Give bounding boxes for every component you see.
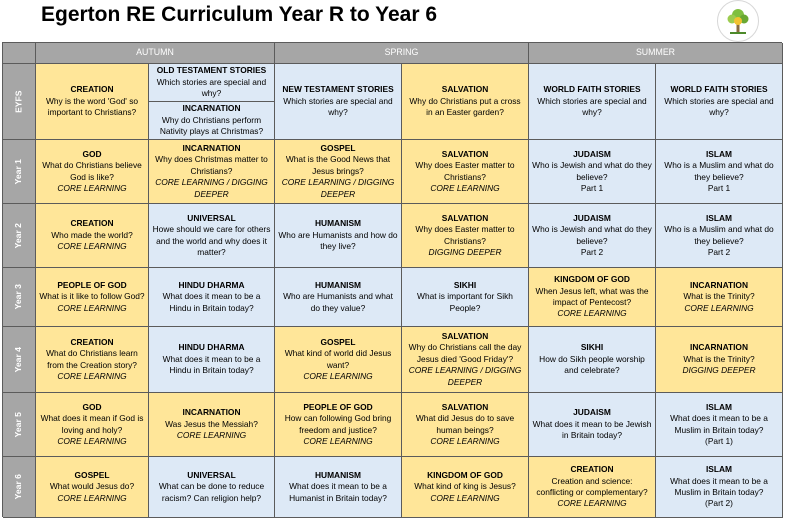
unit-title: CREATION: [70, 336, 114, 347]
year-label-text: Year 6: [13, 474, 24, 500]
unit-title: SIKHI: [580, 342, 604, 353]
unit-part: Part 2: [707, 246, 731, 257]
unit-cell: [529, 204, 656, 268]
unit-question: What is important for Sikh People?: [417, 291, 513, 313]
unit-title: HUMANISM: [314, 469, 362, 480]
unit-question: Why do Christians perform Nativity plays at Christmas?: [159, 114, 264, 137]
unit-cell: [529, 393, 656, 457]
unit-learning-note: CORE LEARNING: [57, 182, 127, 193]
unit-question: Which stories are special and why?: [664, 95, 774, 118]
unit-question: Why does Easter matter to Christians?: [415, 224, 515, 246]
unit-title: HUMANISM: [314, 218, 362, 229]
unit-title: NEW TESTAMENT STORIES: [282, 84, 394, 95]
unit-title: ISLAM: [705, 464, 733, 475]
unit-question: What is it like to follow God?: [39, 291, 145, 302]
unit-cell: [36, 268, 149, 327]
year-label: [3, 268, 36, 327]
unit-title: GOSPEL: [74, 469, 110, 480]
unit-cell: [275, 327, 402, 393]
unit-cell: [275, 268, 402, 327]
unit-learning-note: CORE LEARNING: [430, 492, 500, 503]
unit-cell: [149, 457, 275, 518]
curriculum-table: [2, 42, 782, 517]
unit-question: Who are Humanists and how do they live?: [278, 229, 398, 252]
year-label: [3, 64, 36, 140]
year-label-text: EYFS: [13, 90, 24, 113]
unit-title: UNIVERSAL: [187, 212, 236, 223]
unit-cell: [529, 327, 656, 393]
unit-question: What do Christians believe God is like?: [42, 160, 142, 182]
unit-learning-note: CORE LEARNING: [303, 435, 373, 446]
unit-title: PEOPLE OF GOD: [303, 401, 373, 412]
unit-cell: [149, 64, 275, 140]
unit-title: JUDAISM: [573, 407, 611, 418]
unit-cell: [656, 268, 783, 327]
unit-title: ISLAM: [705, 401, 733, 412]
unit-learning-note: CORE LEARNING: [303, 370, 373, 381]
unit-learning-note: CORE LEARNING: [57, 370, 127, 381]
unit-cell: [36, 393, 149, 457]
unit-cell: [402, 204, 529, 268]
unit-question: Who are Humanists and what do they value?: [283, 291, 393, 313]
unit-question: When Jesus left, what was the impact of Pentecost?: [535, 285, 649, 307]
unit-subcell: [149, 64, 274, 102]
year-label-text: Year 2: [13, 222, 24, 249]
year-label-text: Year 4: [13, 346, 24, 373]
unit-title: JUDAISM: [573, 148, 611, 159]
unit-title: UNIVERSAL: [187, 469, 236, 480]
unit-title: INCARNATION: [182, 407, 241, 418]
unit-learning-note: CORE LEARNING: [176, 430, 247, 441]
unit-question: Which stories are special and why?: [537, 95, 647, 118]
page-title: Egerton RE Curriculum Year R to Year 6: [41, 3, 438, 26]
unit-cell: [149, 327, 275, 393]
unit-cell: [275, 140, 402, 204]
unit-question: Was Jesus the Messiah?: [165, 418, 258, 429]
unit-title: KINGDOM OF GOD: [554, 274, 630, 285]
unit-question: What is the Trinity?: [683, 353, 755, 364]
unit-title: OLD TESTAMENT STORIES: [156, 65, 267, 76]
unit-question: What kind of king is Jesus?: [414, 481, 516, 492]
term-header-autumn: AUTUMN: [36, 43, 275, 64]
unit-cell: [529, 268, 656, 327]
unit-cell: [402, 140, 529, 204]
unit-cell: [402, 64, 529, 140]
unit-learning-note: CORE LEARNING: [684, 302, 754, 313]
unit-title: CREATION: [70, 218, 114, 229]
unit-question: Who is Jewish and what do they believe?: [532, 224, 652, 246]
year-label-text: Year 1: [13, 158, 24, 185]
unit-title: WORLD FAITH STORIES: [543, 84, 641, 95]
unit-part: Part 2: [580, 246, 604, 257]
unit-question: What do Christians learn from the Creation story?: [46, 348, 138, 370]
unit-cell: [529, 64, 656, 140]
unit-question: Howe should we care for others and the world and why does it matter?: [152, 224, 271, 257]
unit-question: What does it mean to be Jewish in Britain today?: [532, 418, 652, 441]
unit-learning-note: DIGGING DEEPER: [428, 246, 502, 257]
unit-title: GOSPEL: [320, 142, 356, 153]
unit-question: Creation and science: conflicting or complementary?: [536, 475, 648, 497]
year-label: [3, 204, 36, 268]
unit-cell: [36, 64, 149, 140]
unit-cell: [656, 64, 783, 140]
unit-learning-note: CORE LEARNING: [557, 498, 627, 509]
unit-question: What does it mean to be a Hindu in Britain today?: [162, 353, 261, 376]
year-label-text: Year 3: [13, 284, 24, 310]
unit-title: GOSPEL: [320, 336, 356, 347]
unit-learning-note: CORE LEARNING: [57, 492, 127, 503]
unit-title: INCARNATION: [690, 279, 748, 290]
unit-title: SIKHI: [453, 279, 477, 290]
unit-question: What is the Good News that Jesus brings?: [285, 154, 391, 176]
unit-learning-note: CORE LEARNING: [430, 182, 500, 193]
unit-question: Who is Jewish and what do they believe?: [532, 160, 652, 182]
unit-cell: [149, 204, 275, 268]
unit-title: SALVATION: [441, 330, 489, 341]
tree-icon: [718, 1, 758, 41]
year-label: [3, 140, 36, 204]
unit-question: What does it mean to be a Humanist in Britain today?: [289, 481, 387, 503]
unit-cell: [149, 140, 275, 204]
unit-cell: [529, 140, 656, 204]
unit-title: HINDU DHARMA: [178, 279, 245, 290]
unit-question: What does it mean to be a Muslim in Britain today?: [670, 413, 768, 435]
unit-cell: [402, 268, 529, 327]
unit-title: CREATION: [570, 464, 614, 475]
unit-cell: [656, 140, 783, 204]
unit-cell: [656, 327, 783, 393]
unit-title: INCARNATION: [690, 342, 748, 353]
unit-title: HUMANISM: [314, 279, 362, 290]
unit-learning-note: CORE LEARNING: [557, 308, 627, 319]
unit-title: ISLAM: [705, 148, 733, 159]
unit-part: (Part 1): [705, 435, 733, 446]
unit-question: How can following God bring freedom and justice?: [284, 413, 392, 435]
unit-learning-note: CORE LEARNING / DIGGING DEEPER: [281, 177, 395, 199]
unit-cell: [402, 327, 529, 393]
unit-question: Who made the world?: [51, 229, 133, 240]
unit-cell: [149, 393, 275, 457]
unit-subcell: [149, 102, 274, 139]
unit-question: What does it mean to be a Hindu in Britain today?: [162, 291, 261, 313]
unit-question: What is the Trinity?: [683, 291, 755, 302]
unit-question: What did Jesus do to save human beings?: [415, 413, 515, 435]
unit-learning-note: CORE LEARNING: [430, 435, 500, 446]
unit-part: Part 1: [707, 182, 731, 193]
unit-title: INCARNATION: [182, 103, 241, 114]
unit-title: JUDAISM: [573, 212, 611, 223]
unit-title: CREATION: [70, 84, 114, 95]
unit-question: Which stories are special and why?: [283, 95, 393, 118]
unit-cell: [275, 457, 402, 518]
corner-cell: [3, 43, 36, 64]
year-label: [3, 457, 36, 518]
unit-cell: [656, 457, 783, 518]
unit-question: What does it mean to be a Muslim in Britain today?: [670, 475, 768, 497]
unit-cell: [36, 327, 149, 393]
unit-title: ISLAM: [705, 212, 733, 223]
unit-question: Who is a Muslim and what do they believe?: [664, 224, 774, 246]
unit-title: GOD: [82, 148, 102, 159]
unit-title: HINDU DHARMA: [178, 342, 245, 353]
term-header-summer: SUMMER: [529, 43, 783, 64]
unit-question: Why does Easter matter to Christians?: [415, 160, 515, 182]
unit-cell: [275, 204, 402, 268]
unit-title: KINGDOM OF GOD: [427, 469, 503, 480]
unit-learning-note: CORE LEARNING: [57, 241, 127, 252]
unit-learning-note: DIGGING DEEPER: [682, 365, 756, 376]
unit-cell: [656, 204, 783, 268]
unit-question: What can be done to reduce racism? Can religion help?: [158, 481, 265, 503]
unit-question: What kind of world did Jesus want?: [284, 348, 392, 370]
unit-part: Part 1: [580, 182, 604, 193]
unit-question: What would Jesus do?: [49, 481, 135, 492]
unit-title: SALVATION: [441, 84, 489, 95]
unit-title: PEOPLE OF GOD: [57, 279, 127, 290]
unit-title: INCARNATION: [182, 142, 241, 153]
unit-title: GOD: [82, 401, 102, 412]
unit-cell: [529, 457, 656, 518]
unit-cell: [402, 457, 529, 518]
unit-learning-note: CORE LEARNING: [57, 435, 127, 446]
year-label: [3, 393, 36, 457]
unit-question: Why is the word 'God' so important to Christians?: [45, 95, 139, 118]
unit-title: SALVATION: [441, 212, 489, 223]
unit-learning-note: CORE LEARNING: [57, 302, 127, 313]
unit-question: Why do Christians call the day Jesus died 'Good Friday'?: [408, 342, 522, 364]
unit-title: SALVATION: [441, 148, 489, 159]
year-label: [3, 327, 36, 393]
unit-part: (Part 2): [705, 498, 733, 509]
unit-title: WORLD FAITH STORIES: [670, 84, 768, 95]
unit-cell: [36, 140, 149, 204]
unit-learning-note: CORE LEARNING / DIGGING DEEPER: [155, 177, 268, 199]
unit-cell: [36, 457, 149, 518]
term-header-spring: SPRING: [275, 43, 529, 64]
unit-cell: [275, 64, 402, 140]
unit-question: Why do Christians put a cross in an Easter garden?: [409, 95, 521, 118]
unit-question: Who is a Muslim and what do they believe?: [664, 160, 774, 182]
unit-cell: [36, 204, 149, 268]
school-logo: [717, 0, 759, 42]
unit-learning-note: CORE LEARNING / DIGGING DEEPER: [408, 365, 522, 387]
unit-cell: [149, 268, 275, 327]
unit-question: Which stories are special and why?: [156, 76, 267, 99]
unit-cell: [656, 393, 783, 457]
unit-question: What does it mean if God is loving and holy?: [40, 413, 144, 435]
unit-title: SALVATION: [441, 401, 489, 412]
unit-question: How do Sikh people worship and celebrate?: [539, 353, 645, 376]
unit-question: Why does Christmas matter to Christians?: [155, 154, 268, 176]
unit-cell: [275, 393, 402, 457]
year-label-text: Year 5: [13, 411, 24, 438]
unit-cell: [402, 393, 529, 457]
